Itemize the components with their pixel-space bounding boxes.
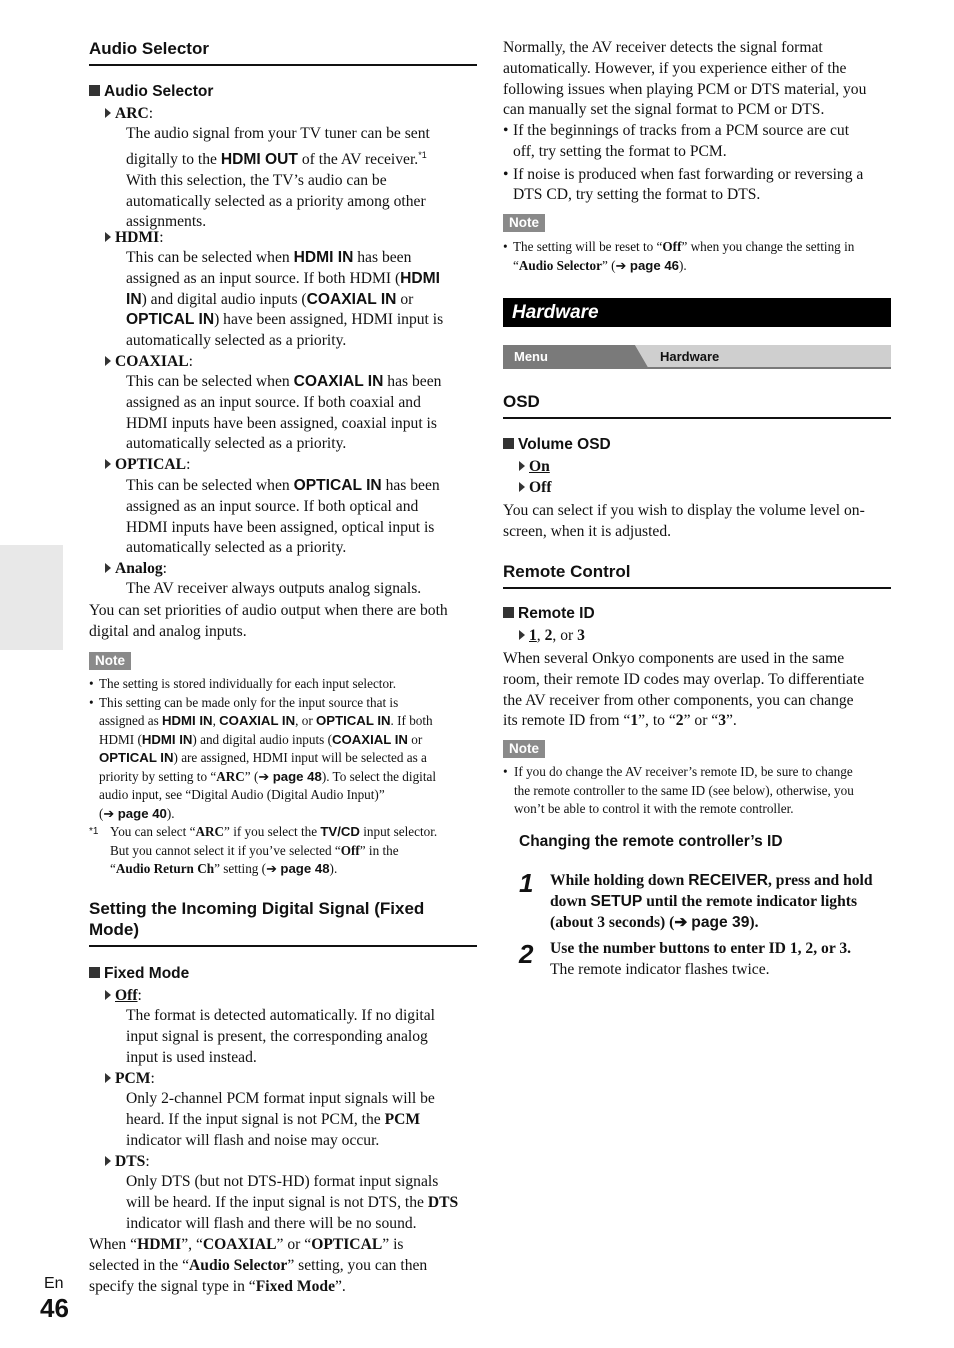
option-analog: Analog: bbox=[105, 559, 167, 579]
arc-description: The audio signal from your TV tuner can be sent digitally to the HDMI OUT of the AV receiver.$^{*1}$ With this selection, the TV’s audio can be automatically selected as a priority among other assignments. bbox=[126, 125, 430, 231]
triangle-bullet-icon bbox=[519, 482, 525, 492]
list-item: • If noise is produced when fast forwarding or reversing a DTS CD, try setting the format to DTS. bbox=[503, 165, 864, 204]
off-description: The format is detected automatically. If no digital input signal is present, the corresponding analog input is used instead. bbox=[126, 1007, 436, 1066]
step-number: 2 bbox=[519, 939, 534, 969]
square-bullet-icon bbox=[503, 607, 514, 618]
triangle-bullet-icon bbox=[105, 232, 111, 242]
note-badge: Note bbox=[89, 652, 131, 670]
note-item: • The setting is stored individually for each input selector. bbox=[89, 676, 397, 691]
section-banner-hardware: Hardware bbox=[503, 298, 891, 327]
option-dts: DTS: bbox=[105, 1152, 150, 1172]
menu-underline bbox=[503, 367, 891, 369]
triangle-bullet-icon bbox=[105, 356, 111, 366]
section-title-fixed-mode: Setting the Incoming Digital Signal (Fixed Mode) bbox=[89, 898, 477, 947]
option-hdmi: HDMI: bbox=[105, 228, 164, 248]
note-badge: Note bbox=[503, 214, 545, 232]
pcm-description: Only 2-channel PCM format input signals will be heard. If the input signal is not PCM, the PCM indicator will flash and noise may occur. bbox=[126, 1090, 435, 1149]
triangle-bullet-icon bbox=[105, 1073, 111, 1083]
triangle-bullet-icon bbox=[519, 630, 525, 640]
remote-description: When several Onkyo components are used in the same room, their remote ID codes may overlap. To differentiate the AV receiver from other components, you can change its remote ID from “1”, to “2” or “3”. bbox=[503, 650, 865, 730]
section-title-osd: OSD bbox=[503, 391, 891, 419]
optical-description: This can be selected when OPTICAL IN has been assigned as an input source. If both optical and HDMI inputs have been assigned, optical input is automatically selected as a priority. bbox=[126, 477, 440, 557]
menu-label: Menu bbox=[514, 349, 548, 364]
coaxial-description: This can be selected when COAXIAL IN has been assigned as an input source. If both coaxial and HDMI inputs have been assigned, coaxial input is automatically selected as a priority. bbox=[126, 373, 442, 453]
option-arc: ARC: bbox=[105, 104, 153, 124]
step-1: While holding down RECEIVER, press and hold down SETUP until the remote indicator lights (about 3 seconds) (➔ page 39). bbox=[550, 872, 873, 931]
changing-id-title: Changing the remote controller’s ID bbox=[519, 833, 783, 850]
option-off: Off bbox=[519, 478, 552, 498]
dts-description: Only DTS (but not DTS-HD) format input signals will be heard. If the input signal is not DTS, the DTS indicator will flash and there will be no sound. bbox=[126, 1173, 459, 1232]
list-item: • If the beginnings of tracks from a PCM source are cut off, try setting the format to PCM. bbox=[503, 122, 850, 160]
square-bullet-icon bbox=[89, 85, 100, 96]
analog-description: The AV receiver always outputs analog signals. bbox=[126, 580, 422, 597]
menu-path bbox=[503, 345, 891, 369]
bullet-list bbox=[503, 121, 893, 206]
square-bullet-icon bbox=[89, 967, 100, 978]
section-title-audio-selector: Audio Selector bbox=[89, 38, 477, 66]
square-bullet-icon bbox=[503, 438, 514, 449]
when-text: When “HDMI”, “COAXIAL” or “OPTICAL” is selected in the “Audio Selector” setting, you can then specify the signal type in “Fixed Mode”. bbox=[89, 1236, 428, 1295]
section-title-remote-control: Remote Control bbox=[503, 561, 891, 589]
triangle-bullet-icon bbox=[519, 461, 525, 471]
footnote: *1 You can select “ARC” if you select the TV/CD input selector. But you cannot select it if you’ve selected “Off” in the “Audio Return Ch” setting (➔ page 48). bbox=[89, 824, 438, 876]
step-2: Use the number buttons to enter ID 1, 2, or 3. The remote indicator flashes twice. bbox=[550, 940, 852, 978]
triangle-bullet-icon bbox=[105, 563, 111, 573]
triangle-bullet-icon bbox=[105, 108, 111, 118]
subsection-audio-selector: Audio Selector bbox=[89, 82, 213, 102]
option-coaxial: COAXIAL: bbox=[105, 352, 193, 372]
note-item: • The setting will be reset to “Off” when you change the setting in “Audio Selector” (➔ page 46). bbox=[503, 239, 855, 273]
page-number: 46 bbox=[40, 1293, 69, 1323]
option-off: Off: bbox=[105, 986, 142, 1006]
note-item: • This setting can be made only for the input source that is assigned as HDMI IN, COAXIAL IN, or OPTICAL IN. If both HDMI (HDMI IN) and digital audio inputs (COAXIAL IN or OPTICAL IN) are assigned, HDMI input will be selected as a priority by setting to “ARC” (➔ page 48). To select the digital audio input, see “Digital Audio (Digital Audio Input)” (➔ page 40). bbox=[89, 694, 437, 821]
note-item: • If you do change the AV receiver’s remote ID, be sure to change the remote controller to the same ID (see below), otherwise, you won’t be able to control it with the remote controller. bbox=[503, 764, 854, 816]
intro-text: Normally, the AV receiver detects the signal format automatically. However, if you experience either of the following issues when playing PCM or DTS material, you can manually set the signal format to PCM or DTS. bbox=[503, 39, 867, 119]
menu-item-hardware: Hardware bbox=[660, 349, 720, 364]
subsection-volume-osd: Volume OSD bbox=[503, 435, 611, 455]
subsection-fixed-mode: Fixed Mode bbox=[89, 964, 189, 984]
subsection-remote-id: Remote ID bbox=[503, 604, 595, 624]
triangle-bullet-icon bbox=[105, 1156, 111, 1166]
osd-description: You can select if you wish to display the volume level on- screen, when it is adjusted. bbox=[503, 502, 865, 540]
hdmi-description: This can be selected when HDMI IN has been assigned as an input source. If both HDMI (HDMI IN) and digital audio inputs (COAXIAL IN or OPTICAL IN) have been assigned, HDMI input is automatically selected as a priority. bbox=[126, 249, 444, 350]
triangle-bullet-icon bbox=[105, 459, 111, 469]
note-badge: Note bbox=[503, 740, 545, 758]
note-list bbox=[89, 675, 479, 823]
step-number: 1 bbox=[519, 868, 534, 898]
triangle-bullet-icon bbox=[105, 990, 111, 1000]
option-on: On bbox=[519, 457, 550, 477]
option-pcm: PCM: bbox=[105, 1069, 155, 1089]
page-lang: En bbox=[44, 1275, 64, 1292]
option-optical: OPTICAL: bbox=[105, 455, 190, 475]
remote-id-options: 1, 2, or 3 bbox=[519, 626, 585, 646]
side-tab bbox=[0, 545, 63, 650]
priorities-text: You can set priorities of audio output when there are both digital and analog inputs. bbox=[89, 602, 448, 640]
